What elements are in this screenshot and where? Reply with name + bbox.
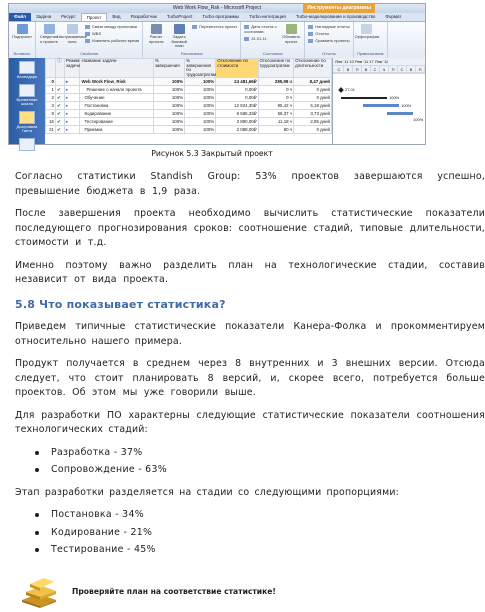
task-row[interactable] (46, 86, 332, 94)
gantt-timescale (333, 58, 425, 73)
grid-cell[interactable] (64, 86, 80, 94)
view-gantt[interactable]: Диаграмма Ганта (12, 111, 42, 134)
ribbon-caption: Вставить (13, 51, 31, 56)
reports-button[interactable]: Отчеты (308, 31, 350, 36)
figure-caption: Рисунок 5.3 Закрытый проект (151, 149, 273, 158)
task-row[interactable] (46, 110, 332, 118)
ribbon-group-insert (9, 22, 36, 58)
tab-turboproject[interactable]: TurboProject (166, 14, 193, 19)
grid-cell[interactable]: 8 (46, 110, 56, 118)
column-header[interactable]: Отклонение по длительности (294, 59, 332, 78)
window-title: Web Work Flow_Rsk - Microsoft Project (172, 5, 262, 11)
move-project-button[interactable]: Переместить проект (192, 24, 237, 29)
grid-cell[interactable]: 3 890,00₽ (216, 118, 258, 126)
calculate-project-button[interactable]: Расчет проекта (146, 24, 166, 49)
grid-cell[interactable]: Решение о начале проекта (80, 86, 153, 94)
paragraph: Этап разработки разделяется на стадии со следующими пропорциями: (15, 486, 400, 498)
column-header[interactable]: % завершения по трудозатратам (186, 58, 217, 77)
list-item: Кодирование - 21% (51, 526, 485, 541)
grid-cell[interactable]: 100% (185, 94, 216, 102)
change-working-time-button[interactable]: Изменить рабочее время (85, 38, 139, 43)
spelling-icon (361, 24, 372, 34)
wbs-button[interactable]: WBS (85, 31, 139, 36)
info-column-header[interactable] (56, 59, 65, 78)
ribbon-caption: Свойства (80, 51, 98, 56)
bullet-list (15, 446, 485, 478)
grid-cell[interactable]: 2 088,00₽ (216, 126, 258, 134)
view-bar (9, 58, 45, 160)
ribbon-group-properties (36, 22, 143, 58)
grid-cell[interactable]: Кодирование (80, 110, 153, 118)
grid-cell[interactable]: 21 (46, 126, 56, 134)
list-item: Постановка - 34% (51, 508, 485, 523)
custom-fields-button[interactable]: Настраиваемые поля (62, 24, 82, 44)
gold-bars-graphic (20, 574, 60, 608)
tip-text: Проверяйте план на соответствие статистике! (72, 586, 276, 596)
grid-cell[interactable]: 6 586,33₽ (216, 110, 258, 118)
grid-cell[interactable]: 0 ч (258, 86, 294, 94)
grid-cell[interactable] (64, 110, 80, 118)
grid-cell[interactable]: 24 481,66₽ (216, 78, 258, 86)
subproject-icon (17, 24, 28, 34)
update-project-button[interactable]: Обновить проект (281, 24, 301, 44)
task-mode-icon: ▸ (65, 86, 69, 92)
grid-cell[interactable] (64, 126, 80, 134)
grid-cell[interactable]: 0,00₽ (216, 94, 258, 102)
ribbon (9, 22, 425, 59)
spelling-button[interactable]: Орфография (357, 24, 377, 40)
task-row[interactable] (46, 102, 332, 110)
baseline-icon (174, 24, 185, 34)
grid-cell[interactable]: Обучение (80, 94, 153, 102)
grid-cell[interactable]: 3,73 дней (294, 110, 332, 118)
column-header[interactable]: Режим задачи (64, 59, 80, 78)
grid-cell[interactable]: ✔ (56, 94, 65, 102)
tab-task[interactable]: Задача (35, 14, 52, 19)
calendar-icon (19, 61, 35, 74)
grid-cell[interactable]: 100% (153, 102, 184, 110)
tab-turbo-modeling[interactable]: Turbo-моделирование и производство (295, 14, 376, 19)
summary-bar[interactable] (341, 97, 387, 99)
task-mode-icon: ▸ (65, 78, 69, 84)
grid-cell[interactable]: 95,42 ч (258, 102, 294, 110)
task-mode-icon: ▸ (65, 102, 69, 108)
grid-cell[interactable]: 0 (46, 78, 56, 86)
view-timeline[interactable]: Временная шкала (12, 84, 42, 107)
grid-cell[interactable]: ✔ (56, 118, 65, 126)
grid-cell[interactable]: 2,95 дней (294, 118, 332, 126)
paragraph: После завершения проекта необходимо вычислить статистические показатели последующего прогнозирования сроков: соотношение стадий, типовые длительности, стоимости и т.д. (15, 208, 485, 248)
gantt-major-scale: Янв '11 10 Янв '11 17 Янв '11 (333, 58, 425, 66)
list-item: Тестирование - 45% (51, 543, 485, 558)
grid-cell[interactable]: 100% (153, 110, 184, 118)
paragraph: Приведем типичные статистические показатели Канера-Фолка и прокомментируем относительно нашего примера. (15, 321, 485, 347)
bullet-list (15, 508, 485, 558)
window-titlebar (9, 4, 425, 13)
list-item: Разработка - 37% (51, 446, 485, 461)
update-icon (286, 24, 297, 34)
gantt-day-label: С (398, 66, 407, 73)
section-heading: 5.8 Что показывает статистика? (15, 297, 226, 311)
task-mode-icon: ▸ (65, 118, 69, 124)
task-mode-icon: ▸ (65, 94, 69, 100)
gantt-day-label: С (335, 66, 344, 73)
grid-cell[interactable]: Постановка (80, 102, 153, 110)
grid-cell[interactable]: 8,47 дней (294, 78, 332, 86)
paragraph: Продукт получается в среднем через 8 внутренних и 3 внешних версии. Отсюда следует, что стоит планировать 8 версий, и, скорее всего, потребуется больше проектов. Об этом мы уже говорили выше. (15, 358, 485, 398)
ribbon-tabs (9, 13, 425, 22)
task-mode-icon: ▸ (65, 110, 69, 116)
grid-cell[interactable]: 1 (46, 86, 56, 94)
grid-cell[interactable]: 100% (185, 118, 216, 126)
column-header[interactable]: % завершения (153, 59, 184, 78)
grid-cell[interactable]: 100% (185, 102, 216, 110)
bar-label: 100% (401, 103, 412, 108)
grid-cell[interactable] (56, 78, 65, 86)
grid-cell[interactable] (64, 118, 80, 126)
grid-cell[interactable]: 58,37 ч (258, 110, 294, 118)
paragraph: Для разработки ПО характерны следующие статистические показатели соотношения технологических стадий: (15, 409, 485, 435)
info-icon: ⓘ (57, 58, 62, 63)
timeline-icon (19, 84, 35, 97)
grid-cell[interactable]: 0,00₽ (216, 86, 258, 94)
view-calendar[interactable]: Календарь (12, 61, 42, 80)
task-row[interactable] (46, 118, 332, 126)
ribbon-group-proofing (354, 22, 388, 58)
gantt-chart (332, 58, 425, 144)
grid-cell[interactable]: 0 дней (294, 94, 332, 102)
grid-cell[interactable]: 0 дней (294, 86, 332, 94)
grid-cell[interactable]: 100% (185, 86, 216, 94)
grid-cell[interactable]: 100% (153, 94, 184, 102)
grid-cell[interactable]: 11,18 ч (258, 118, 294, 126)
paragraph: Согласно статистики Standish Group: 53% проектов завершаются успешно, превышение бюджета в 1,9 раза. (15, 171, 485, 197)
grid-cell[interactable]: 285,98 ч (258, 78, 294, 86)
task-row[interactable] (46, 94, 332, 102)
gold-bars-icon (20, 574, 60, 608)
compare-projects-button[interactable]: Сравнить проекты (308, 38, 350, 43)
column-header[interactable]: Название задачи (80, 59, 153, 78)
gantt-minor-scale (333, 66, 425, 74)
tab-view[interactable]: Вид (112, 14, 121, 19)
grid-cell[interactable]: 3 (46, 102, 56, 110)
tab-turbo-programs[interactable]: Turbo-программы (202, 14, 240, 19)
ribbon-group-schedule (143, 22, 241, 58)
column-header[interactable] (46, 59, 56, 78)
task-grid (45, 58, 332, 144)
bar-label: 100% (413, 117, 424, 122)
column-header[interactable]: Отклонение по стоимости (216, 59, 258, 78)
grid-cell[interactable]: ✔ (56, 86, 65, 94)
gantt-day-label: С (371, 66, 380, 73)
task-row[interactable] (46, 78, 332, 86)
grid-cell[interactable]: 100% (185, 126, 216, 134)
task-bar[interactable] (387, 112, 413, 115)
ribbon-caption: Правописание (356, 51, 384, 56)
fields-icon (67, 24, 78, 34)
ribbon-caption: Расписание (180, 51, 203, 56)
grid-cell[interactable]: ✔ (56, 126, 65, 134)
grid-cell[interactable]: 100% (185, 78, 216, 86)
grid-cell[interactable]: 6,18 дней (294, 102, 332, 110)
tab-developer[interactable]: Разработчик (130, 14, 157, 19)
grid-cell[interactable]: 100% (185, 110, 216, 118)
gantt-icon (19, 111, 35, 124)
gantt-day-label: П (353, 66, 362, 73)
ribbon-caption: Состояние (262, 51, 283, 56)
gantt-day-label: Ч (380, 66, 389, 73)
grid-cell[interactable]: 12 824,30₽ (216, 102, 258, 110)
tab-format[interactable]: Формат (385, 14, 402, 19)
gantt-day-label: П (389, 66, 398, 73)
task-row[interactable] (46, 126, 332, 134)
grid-cell[interactable]: 100% (153, 78, 184, 86)
grid-cell[interactable]: 80 ч (258, 126, 294, 134)
tab-turbo-integration[interactable]: Turbo-интеграция (249, 14, 286, 19)
milestone-label: 27.01 (345, 87, 356, 92)
calculator-icon (151, 24, 162, 34)
gantt-day-label: П (416, 66, 425, 73)
grid-cell[interactable]: Web Work Flow_Risk (80, 78, 153, 86)
subproject-button[interactable]: Подпроект (12, 24, 32, 40)
grid-cell[interactable]: ✔ (56, 102, 65, 110)
ribbon-group-status (241, 22, 305, 58)
grid-cell[interactable]: ✔ (56, 110, 65, 118)
set-baseline-button[interactable]: Задать базовый план (169, 24, 189, 49)
paragraph: Именно поэтому важно разделить план на технологические стадии, составив независит от вида проекта. (15, 259, 485, 285)
links-between-projects-button[interactable]: Связи между проектами (85, 24, 139, 29)
grid-header-row (46, 59, 332, 78)
grid-cell[interactable] (64, 78, 80, 86)
grid-cell[interactable] (64, 102, 80, 110)
grid-cell[interactable] (64, 94, 80, 102)
gantt-day-label: В (407, 66, 416, 73)
view-task-usage[interactable]: Использование задач (12, 138, 42, 161)
tab-file[interactable]: Файл (9, 13, 31, 21)
grid-cell[interactable]: Тестирование (80, 118, 153, 126)
gantt-day-label: В (362, 66, 371, 73)
ribbon-caption: Отчеты (322, 51, 336, 56)
context-tab: Инструменты диаграммы (303, 4, 375, 13)
tab-project[interactable]: Проект (81, 13, 108, 21)
status-date-label: Дата отчета о состоянии: (244, 24, 277, 34)
status-date-value[interactable]: 31.01.11 (244, 36, 278, 41)
grid-cell[interactable]: 2 (46, 94, 56, 102)
grid-cell[interactable]: 16 (46, 118, 56, 126)
tip-callout (20, 574, 276, 608)
grid-cell[interactable]: 0 дней (294, 126, 332, 134)
gantt-day-label: В (344, 66, 353, 73)
grid-cell[interactable]: 0 ч (258, 94, 294, 102)
grid-cell[interactable]: 100% (153, 86, 184, 94)
visual-reports-button[interactable]: Наглядные отчеты (308, 24, 350, 29)
project-info-button[interactable]: Сведения о проекте (39, 24, 59, 44)
list-item: Сопровождение - 63% (51, 463, 485, 478)
task-bar[interactable] (363, 104, 399, 107)
task-mode-icon: ▸ (65, 126, 69, 132)
grid-cell[interactable]: Приемка (80, 126, 153, 134)
grid-cell[interactable]: 100% (153, 126, 184, 134)
ribbon-group-reports (305, 22, 354, 58)
bar-label: 100% (389, 95, 400, 100)
grid-cell[interactable]: 100% (153, 118, 184, 126)
tab-resource[interactable]: Ресурс (61, 14, 76, 19)
info-icon (44, 24, 55, 34)
milestone-marker[interactable] (338, 87, 344, 93)
column-header[interactable]: Отклонение по трудозатратам (258, 59, 294, 78)
document-body (15, 170, 485, 566)
